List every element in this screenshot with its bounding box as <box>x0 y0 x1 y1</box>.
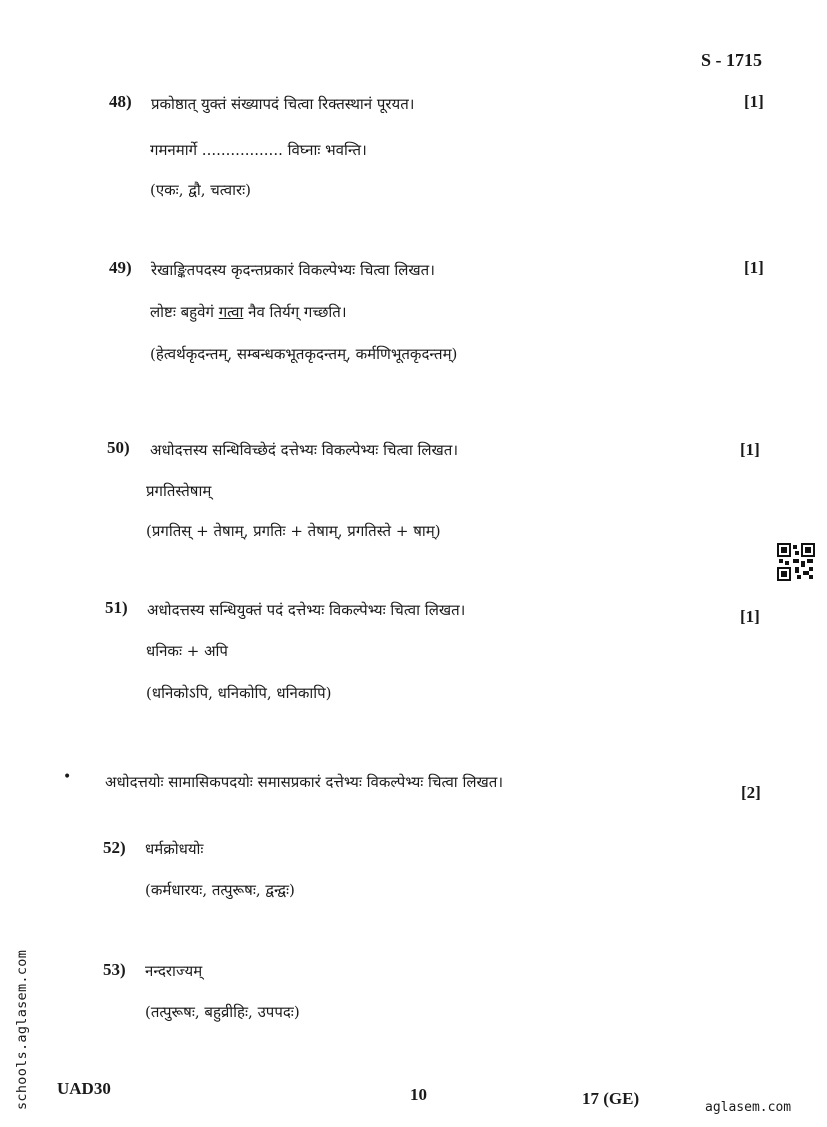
marks-badge: [1] <box>744 258 764 277</box>
marks-badge: [2] <box>741 783 761 802</box>
footer-series: 17 (GE) <box>582 1089 640 1108</box>
question-prompt: रेखाङ्कितपदस्य कृदन्तप्रकारं विकल्पेभ्यः चित्वा लिखत। <box>151 261 435 279</box>
line-end: नैव तिर्यग् गच्छति। <box>243 303 347 321</box>
question-options: (हेत्वर्थकृदन्तम्, सम्बन्धकभूतकृदन्तम्, कर्मणिभूतकृदन्तम्) <box>150 345 458 363</box>
site-watermark: aglasem.com <box>705 1100 792 1115</box>
question-options: (प्रगतिस् + तेषाम्, प्रगतिः + तेषाम्, प्रगतिस्ते + षाम्) <box>146 522 441 540</box>
question-line: प्रगतिस्तेषाम् <box>146 482 212 500</box>
underlined-word: गत्वा <box>218 303 244 321</box>
qr-code-icon <box>777 543 815 581</box>
page-number: 10 <box>410 1085 427 1104</box>
paper-code: S - 1715 <box>701 50 763 70</box>
question-number: 51) <box>105 598 128 617</box>
marks-badge: [1] <box>740 607 760 626</box>
side-watermark: schools.aglasem.com <box>14 949 30 1110</box>
line-start: लोष्टः बहुवेगं <box>150 303 219 321</box>
question-prompt: प्रकोष्ठात् युक्तं संख्यापदं चित्वा रिक्तस्थानं पूरयत। <box>151 95 415 113</box>
marks-badge: [1] <box>744 92 764 111</box>
question-number: 53) <box>103 960 126 979</box>
question-number: 48) <box>109 92 132 111</box>
question-options: (एकः, द्वौ, चत्वारः) <box>150 181 252 199</box>
question-line <box>150 302 347 322</box>
footer-code: UAD30 <box>57 1079 111 1098</box>
compound-word: धर्मक्रोधयोः <box>145 840 204 858</box>
question-options: (धनिकोऽपि, धनिकोपि, धनिकापि) <box>146 684 332 702</box>
question-number: 52) <box>103 838 126 857</box>
bullet-icon: • <box>63 769 72 785</box>
compound-word: नन्दराज्यम् <box>145 962 203 980</box>
question-line: धनिकः + अपि <box>146 642 228 660</box>
question-number: 49) <box>109 258 132 277</box>
section-prompt: अधोदत्तयोः सामासिकपदयोः समासप्रकारं दत्तेभ्यः विकल्पेभ्यः चित्वा लिखत। <box>105 773 504 791</box>
question-number: 50) <box>107 438 130 457</box>
question-prompt: अधोदत्तस्य सन्धियुक्तं पदं दत्तेभ्यः विकल्पेभ्यः चित्वा लिखत। <box>147 601 466 619</box>
question-prompt: अधोदत्तस्य सन्धिविच्छेदं दत्तेभ्यः विकल्पेभ्यः चित्वा लिखत। <box>150 441 459 459</box>
question-line: गमनमार्गे ................. विघ्नाः भवन्ति। <box>150 141 367 159</box>
question-options: (तत्पुरूषः, बहुव्रीहिः, उपपदः) <box>145 1003 300 1021</box>
question-options: (कर्मधारयः, तत्पुरूषः, द्वन्द्वः) <box>145 881 295 899</box>
marks-badge: [1] <box>740 440 760 459</box>
